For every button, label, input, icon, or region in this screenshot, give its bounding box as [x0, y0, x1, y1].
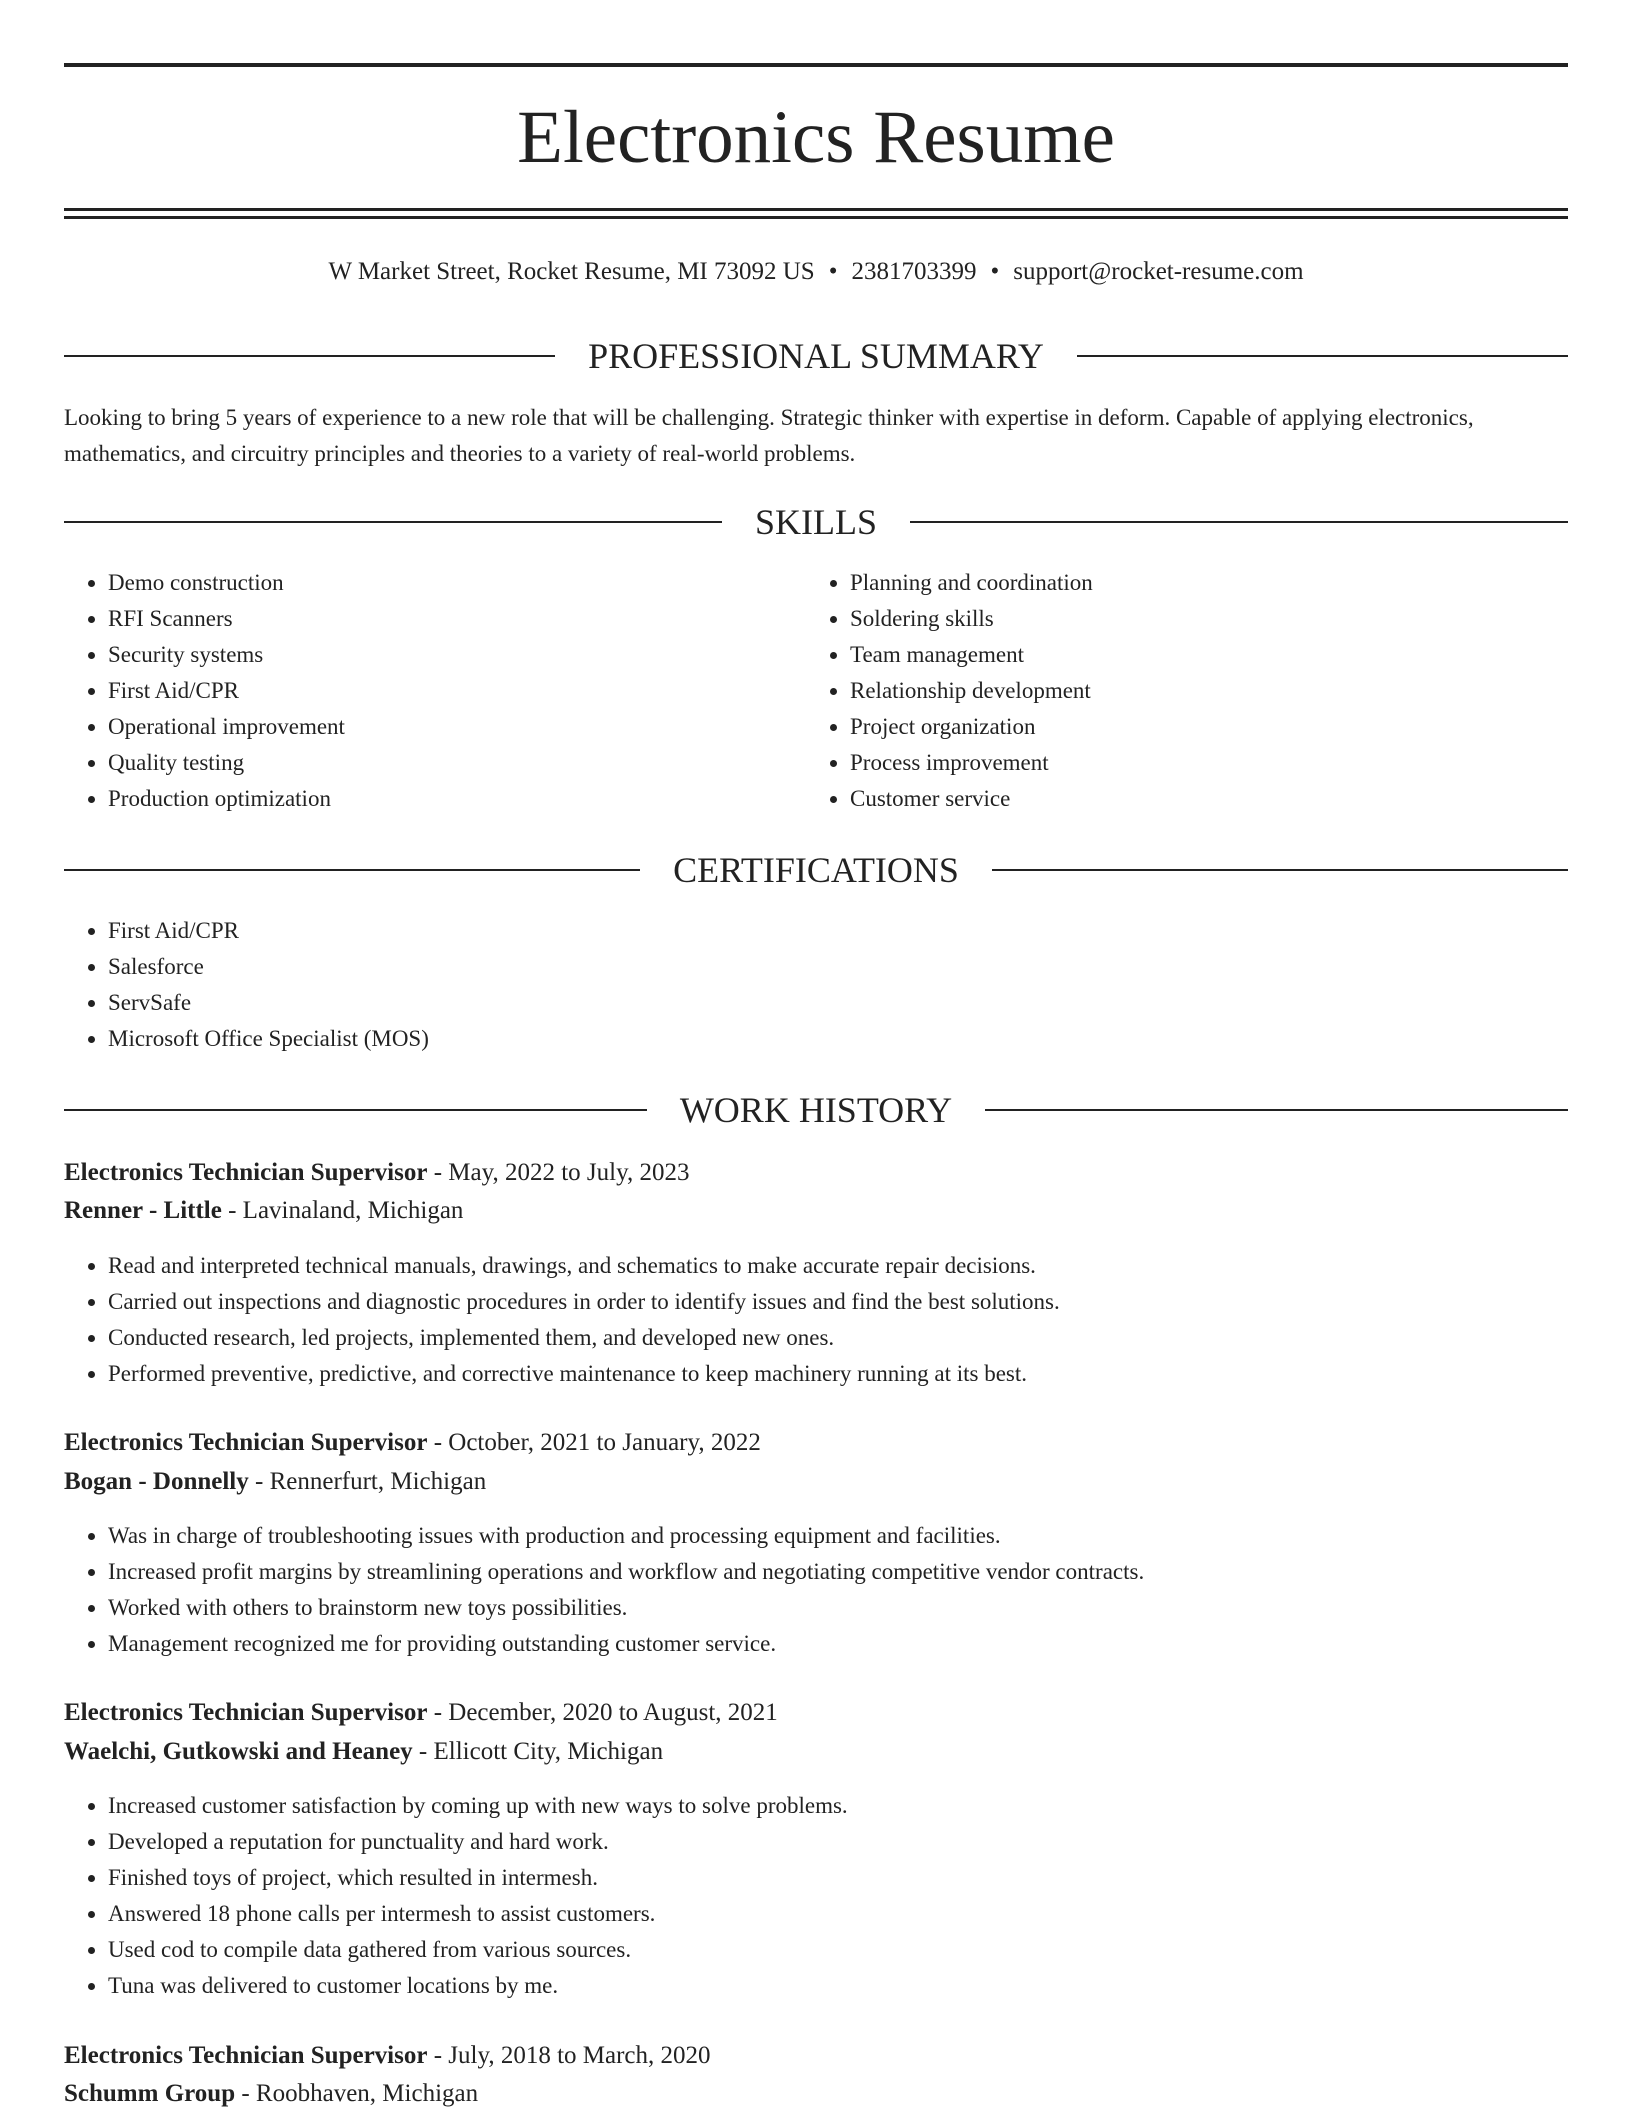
skill-item: • Process improvement — [850, 745, 1550, 781]
job-title-line — [64, 1694, 1568, 1732]
section-heading-skills — [64, 500, 1568, 544]
summary-text: Looking to bring 5 years of experience to a new role that will be challenging. Strategic thinker with expertise in deform. Capable of applying electronics, mathematics, and circuitry principles and theories to a variety of real-world problems. — [64, 405, 1474, 466]
skill-item: • Planning and coordination — [850, 565, 1550, 601]
skill-item: • First Aid/CPR — [108, 673, 808, 709]
job-company: Renner - Little — [64, 1197, 222, 1224]
skill-item: • Security systems — [108, 637, 808, 673]
heading-rule — [992, 869, 1568, 871]
job-title-line — [64, 1154, 1568, 1192]
job-duty: • Answered 18 phone calls per intermesh to assist customers. — [108, 1896, 1568, 1932]
certification-item: • Salesforce — [108, 949, 1568, 985]
job-title: Electronics Technician Supervisor — [64, 1699, 428, 1726]
job-title-line — [64, 1424, 1568, 1462]
job-location: - Lavinaland, Michigan — [221, 1197, 464, 1224]
certifications-list — [64, 913, 1568, 1057]
heading-rule — [64, 521, 722, 523]
job-duty: • Management recognized me for providing outstanding customer service. — [108, 1626, 1568, 1662]
job-duty: • Conducted research, led projects, implemented them, and developed new ones. — [108, 1320, 1568, 1356]
job-duty: • Read and interpreted technical manuals, drawings, and schematics to make accurate repair decisions. — [108, 1248, 1568, 1284]
heading-rule — [1077, 355, 1568, 357]
contact-separator: • — [990, 258, 1000, 285]
contact-address: W Market Street, Rocket Resume, MI 73092 US — [328, 258, 815, 285]
job-dates: - May, 2022 to July, 2023 — [427, 1159, 690, 1186]
section-label: WORK HISTORY — [679, 1090, 953, 1130]
heading-rule — [64, 1109, 647, 1111]
skill-item: • Operational improvement — [108, 709, 808, 745]
job-company-line — [64, 1733, 1568, 1771]
skill-item: • Team management — [850, 637, 1550, 673]
certification-item: • ServSafe — [108, 985, 1568, 1021]
heading-rule — [985, 1109, 1568, 1111]
job-duty: • Finished toys of project, which resulted in intermesh. — [108, 1860, 1568, 1896]
section-heading-work-history — [64, 1088, 1568, 1132]
job-company-line — [64, 1463, 1568, 1501]
skill-item: • Project organization — [850, 709, 1550, 745]
top-rule — [64, 63, 1568, 67]
skill-item: • Relationship development — [850, 673, 1550, 709]
job-location: - Ellicott City, Michigan — [412, 1738, 664, 1765]
job-company: Schumm Group — [64, 2080, 236, 2107]
skill-item: • RFI Scanners — [108, 601, 808, 637]
skill-item: • Soldering skills — [850, 601, 1550, 637]
job-duty: • Worked with others to brainstorm new toys possibilities. — [108, 1590, 1568, 1626]
resume-title: Electronics Resume — [517, 96, 1115, 179]
job-title: Electronics Technician Supervisor — [64, 1429, 428, 1456]
job-location: - Rennerfurt, Michigan — [248, 1468, 487, 1495]
contact-phone: 2381703399 — [851, 258, 977, 285]
job-duties-list — [64, 1518, 1568, 1662]
section-heading-summary — [64, 334, 1568, 378]
title-rule-lower — [64, 216, 1568, 219]
title-rule-upper — [64, 208, 1568, 211]
section-label: SKILLS — [755, 502, 878, 542]
section-heading-certifications — [64, 848, 1568, 892]
skill-item: • Demo construction — [108, 565, 808, 601]
job-company: Waelchi, Gutkowski and Heaney — [64, 1738, 413, 1765]
skill-item: • Customer service — [850, 781, 1550, 817]
heading-rule — [64, 869, 640, 871]
section-label: PROFESSIONAL SUMMARY — [588, 336, 1044, 376]
skill-item: • Production optimization — [108, 781, 808, 817]
job-duties-list — [64, 1788, 1568, 2004]
job-dates: - October, 2021 to January, 2022 — [427, 1429, 761, 1456]
skills-list-right — [806, 565, 1550, 817]
contact-separator: • — [828, 258, 838, 285]
job-title: Electronics Technician Supervisor — [64, 1159, 428, 1186]
heading-rule — [910, 521, 1568, 523]
contact-line — [64, 254, 1568, 290]
job-company-line — [64, 1192, 1568, 1230]
contact-email: support@rocket-resume.com — [1013, 258, 1304, 285]
job-location: - Roobhaven, Michigan — [235, 2080, 479, 2107]
job-duty: • Developed a reputation for punctuality and hard work. — [108, 1824, 1568, 1860]
job-company: Bogan - Donnelly — [64, 1468, 249, 1495]
job-duty: • Was in charge of troubleshooting issues with production and processing equipment and facilities. — [108, 1518, 1568, 1554]
job-duty: • Increased profit margins by streamlining operations and workflow and negotiating competitive vendor contracts. — [108, 1554, 1568, 1590]
certification-item: • Microsoft Office Specialist (MOS) — [108, 1021, 1568, 1057]
skills-list-left — [64, 565, 808, 817]
job-duty: • Carried out inspections and diagnostic procedures in order to identify issues and find the best solutions. — [108, 1284, 1568, 1320]
job-duty: • Performed preventive, predictive, and corrective maintenance to keep machinery running at its best. — [108, 1356, 1568, 1392]
job-company-line — [64, 2075, 1568, 2113]
certification-item: • First Aid/CPR — [108, 913, 1568, 949]
job-duty: • Increased customer satisfaction by coming up with new ways to solve problems. — [108, 1788, 1568, 1824]
job-dates: - December, 2020 to August, 2021 — [427, 1699, 778, 1726]
job-duty: • Tuna was delivered to customer locations by me. — [108, 1968, 1568, 2004]
job-title-line — [64, 2037, 1568, 2075]
section-label: CERTIFICATIONS — [673, 850, 959, 890]
job-duties-list — [64, 1248, 1568, 1392]
job-dates: - July, 2018 to March, 2020 — [427, 2042, 711, 2069]
skill-item: • Quality testing — [108, 745, 808, 781]
job-title: Electronics Technician Supervisor — [64, 2042, 428, 2069]
heading-rule — [64, 355, 555, 357]
job-duty: • Used cod to compile data gathered from various sources. — [108, 1932, 1568, 1968]
